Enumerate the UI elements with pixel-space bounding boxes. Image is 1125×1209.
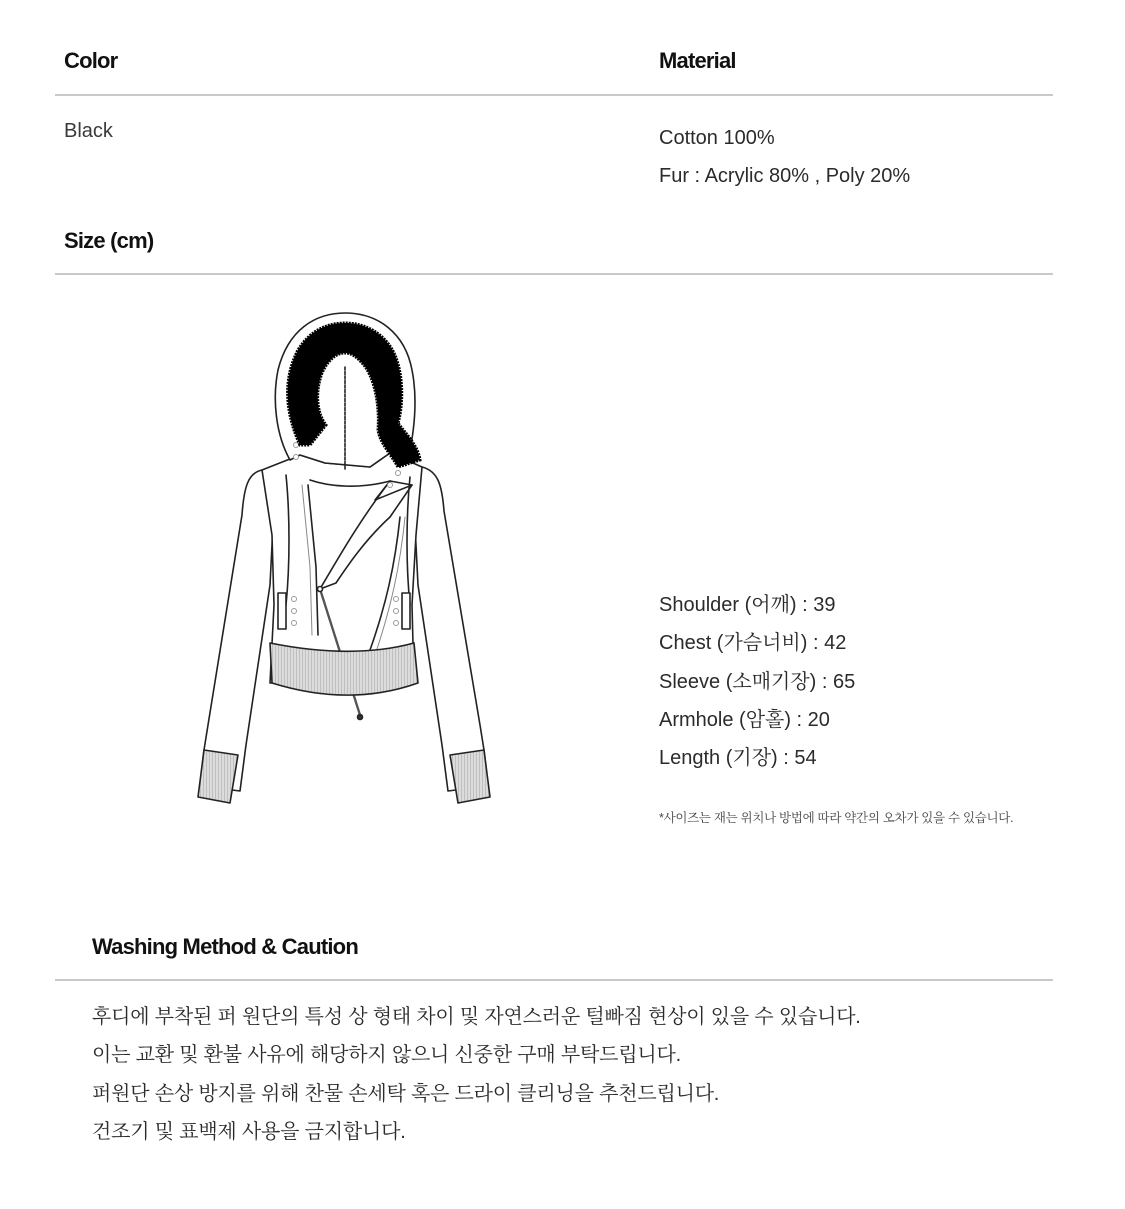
measurement-chest: Chest (가슴너비) : 42 xyxy=(659,632,847,655)
jacket-sketch-illustration xyxy=(190,305,500,835)
washing-caution-list xyxy=(92,1004,861,1157)
washing-caution-line: 퍼원단 손상 방지를 위해 찬물 손세탁 혹은 드라이 클리닝을 추천드립니다. xyxy=(92,1082,720,1105)
washing-heading: Washing Method & Caution xyxy=(92,934,358,959)
color-value: Black xyxy=(64,120,113,142)
measurement-length: Length (기장) : 54 xyxy=(659,747,817,770)
measurement-shoulder: Shoulder (어깨) : 39 xyxy=(659,594,836,616)
size-measurement-list xyxy=(659,592,855,783)
measurement-sleeve: Sleeve (소매기장) : 65 xyxy=(659,670,856,693)
washing-caution-line: 건조기 및 표백제 사용을 금지합니다. xyxy=(92,1120,406,1143)
size-heading: Size (cm) xyxy=(64,228,154,253)
size-disclaimer-note: *사이즈는 재는 위치나 방법에 따라 약간의 오차가 있을 수 있습니다. xyxy=(659,811,1014,825)
washing-caution-line: 후디에 부착된 퍼 원단의 특성 상 형태 차이 및 자연스러운 털빠짐 현상이 있을 수 있습니다. xyxy=(92,1006,861,1028)
measurement-armhole: Armhole (암홀) : 20 xyxy=(659,708,830,731)
divider-color-material xyxy=(55,94,1053,96)
divider-size xyxy=(55,273,1053,275)
material-line: Fur : Acrylic 80% , Poly 20% xyxy=(659,165,911,187)
material-heading: Material xyxy=(659,48,736,73)
material-line: Cotton 100% xyxy=(659,127,775,149)
divider-washing xyxy=(55,979,1053,981)
washing-caution-line: 이는 교환 및 환불 사유에 해당하지 않으니 신중한 구매 부탁드립니다. xyxy=(92,1044,681,1067)
color-heading: Color xyxy=(64,48,118,73)
